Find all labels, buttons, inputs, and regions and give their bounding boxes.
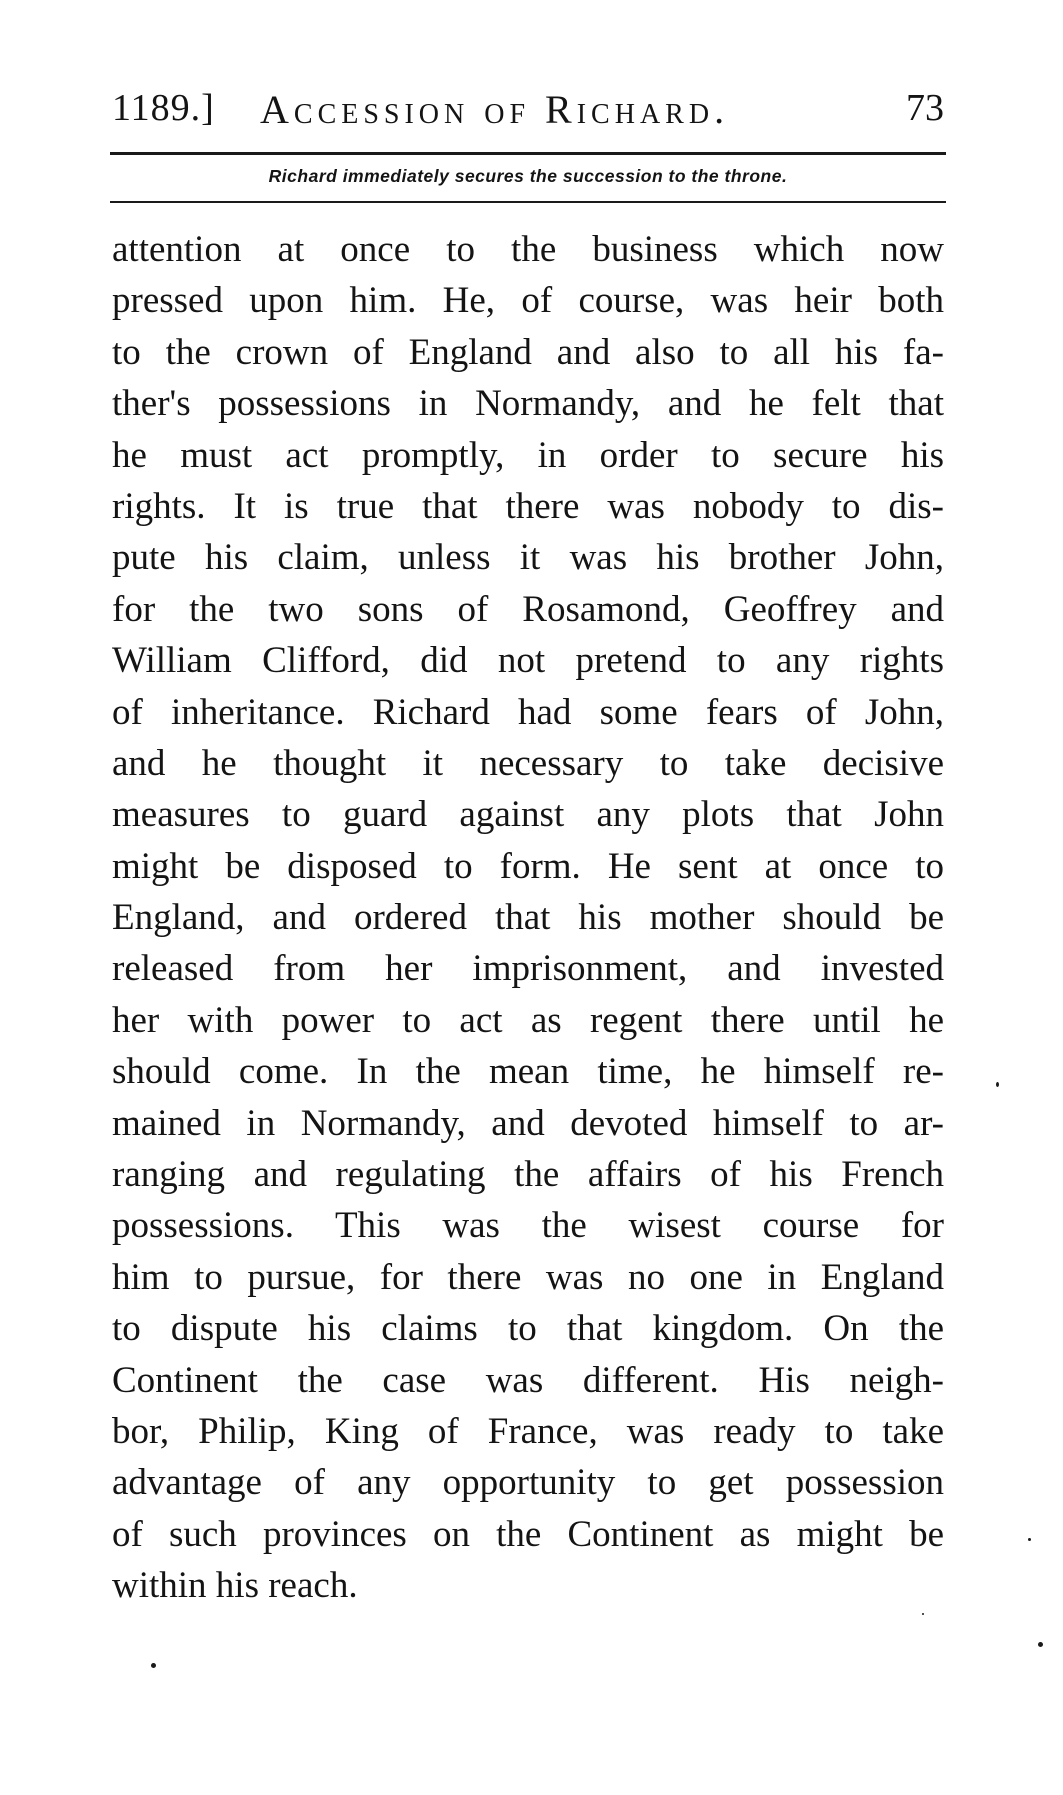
header-rule [110,152,946,155]
header-year: 1189.] [112,87,215,129]
text-line: of such provinces on the Continent as might be [112,1513,944,1555]
text-line: him to pursue, for there was no one in England [112,1256,944,1298]
scan-speck [922,1613,924,1615]
scan-speck [1038,1642,1043,1647]
text-line: possessions. This was the wisest course for [112,1205,944,1247]
text-line: pute his claim, unless it was his brother John, [112,537,944,579]
text-line: to the crown of England and also to all his fa- [112,331,944,373]
text-line: advantage of any opportunity to get possession [112,1462,944,1504]
text-line: measures to guard against any plots that John [112,794,944,836]
text-line: should come. In the mean time, he himself re- [112,1051,944,1093]
text-line: mained in Normandy, and devoted himself to ar- [112,1102,944,1144]
text-line: he must act promptly, in order to secure his [112,434,944,476]
text-line: of inheritance. Richard had some fears of John, [112,691,944,733]
text-line: William Clifford, did not pretend to any rights [112,640,944,682]
text-line: attention at once to the business which now [112,229,944,270]
running-header [112,86,944,146]
text-line: ther's possessions in Normandy, and he felt that [112,383,944,425]
text-line: within his reach. [112,1565,358,1607]
text-line: to dispute his claims to that kingdom. On the [112,1308,944,1350]
text-line: released from her imprisonment, and invested [112,948,944,990]
text-line: ranging and regulating the affairs of his French [112,1154,944,1196]
page-number: 73 [906,87,944,129]
text-line: and he thought it necessary to take decisive [112,742,944,784]
text-line: might be disposed to form. He sent at once to [112,845,944,887]
text-line: her with power to act as regent there until he [112,999,944,1041]
text-line: pressed upon him. He, of course, was heir both [112,280,944,322]
text-line: bor, Philip, King of France, was ready to take [112,1410,944,1452]
scan-speck [151,1663,156,1668]
subtitle-rule [110,201,946,203]
header-title: Accession of Richard. [260,87,730,132]
text-line: for the two sons of Rosamond, Geoffrey and [112,588,944,630]
scan-speck [1028,1538,1031,1541]
text-line: Continent the case was different. His neigh- [112,1359,944,1401]
text-line: rights. It is true that there was nobody to dis- [112,485,944,527]
page-subtitle: Richard immediately secures the succession to the throne. [268,166,788,186]
scan-speck [996,1082,999,1087]
body-text [112,224,944,1612]
text-line: England, and ordered that his mother should be [112,897,944,939]
